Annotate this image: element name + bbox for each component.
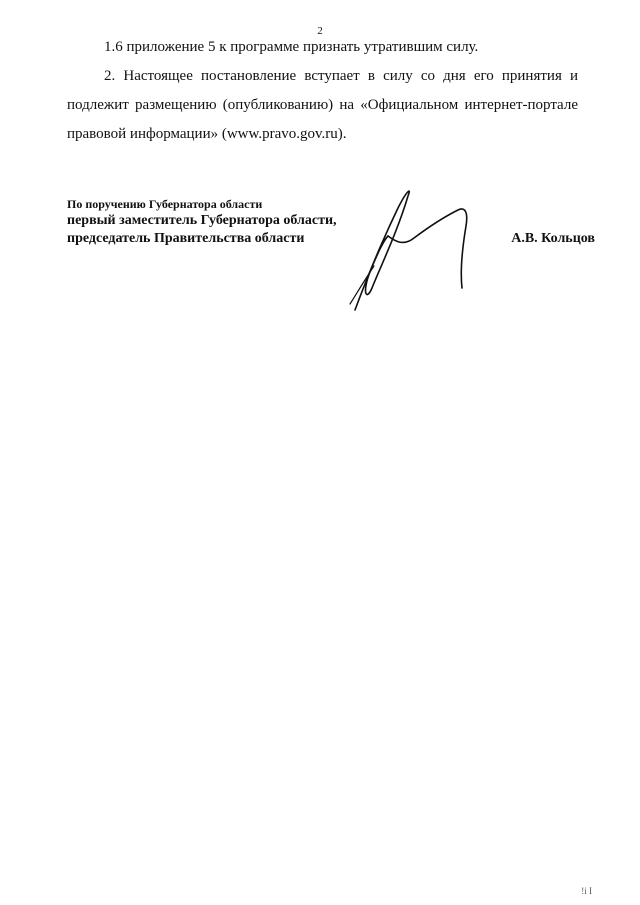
page-number: 2 (317, 25, 323, 37)
signer-position-line-2: председатель Правительства области (67, 231, 305, 246)
signature-on-behalf: По поручению Губернатора области (67, 197, 263, 211)
signer-position-line-1: первый заместитель Губернатора области, (67, 213, 337, 228)
paragraph-2: 2. Настоящее постановление вступает в силу со дня его принятия и подлежит размещению (опубликованию) на «Официальном интернет-портале правовой информации» (www.pravo.gov.ru). (67, 68, 578, 142)
signature-stroke-loop (355, 191, 409, 310)
signer-name: А.В. Кольцов (511, 231, 595, 246)
handwritten-signature (340, 180, 490, 315)
signature-stroke-tail (350, 266, 374, 304)
footer-mark: !i I (581, 886, 592, 896)
paragraph-1-6: 1.6 приложение 5 к программе признать утратившим силу. (104, 39, 479, 55)
